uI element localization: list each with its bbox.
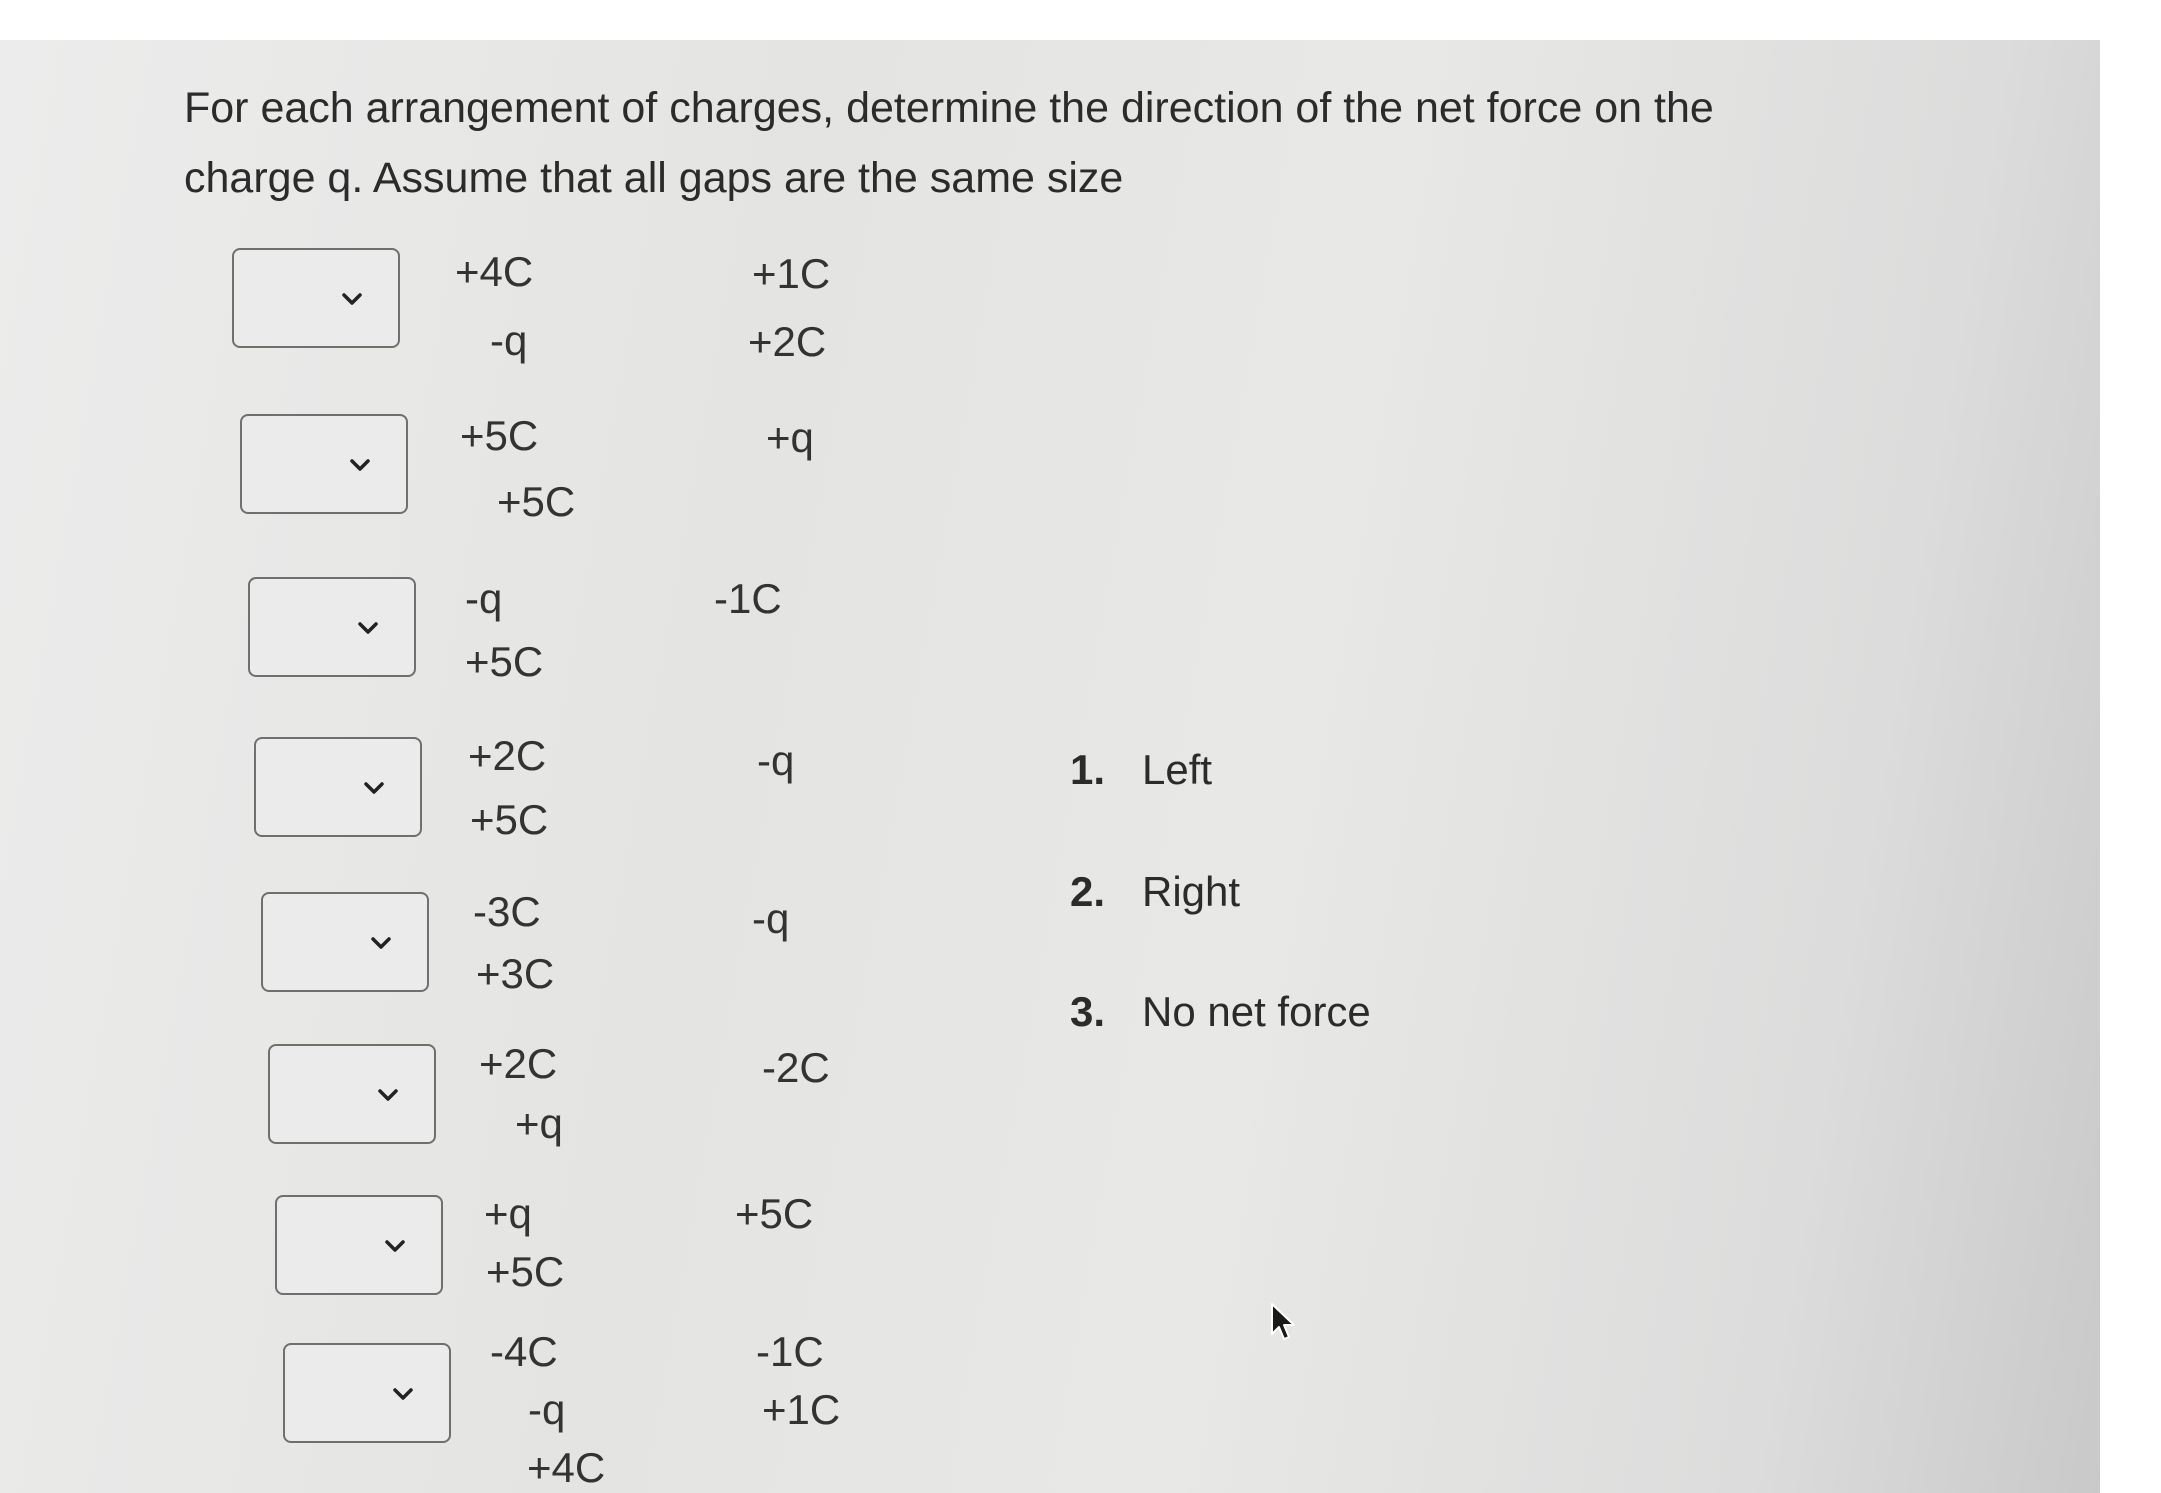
charge-label: -1C [714,575,782,622]
charge-label: -q [490,317,528,364]
mouse-pointer-icon [1270,1302,1298,1342]
chevron-down-icon [382,1233,408,1259]
chevron-down-icon [375,1082,401,1108]
option-right [1070,868,1240,916]
instruction-line-1: For each arrangement of charges, determine the direction of the net force on the [184,84,1714,132]
answer-dropdown-1[interactable] [232,248,400,348]
answer-dropdown-2[interactable] [240,414,408,514]
answer-dropdown-6[interactable] [268,1044,436,1144]
charge-label: -2C [762,1044,830,1091]
option-left [1070,746,1212,794]
charge-label: +4C [527,1444,606,1491]
charge-label: +2C [468,732,547,779]
answer-dropdown-5[interactable] [261,892,429,992]
option-number: 1. [1070,746,1106,793]
charge-label: -4C [490,1328,558,1375]
charge-label: -q [752,895,790,942]
chevron-down-icon [347,452,373,478]
charge-label: -3C [473,888,541,935]
charge-label: +5C [735,1190,814,1237]
chevron-down-icon [361,775,387,801]
answer-dropdown-4[interactable] [254,737,422,837]
option-number: 2. [1070,868,1106,915]
charge-label: +3C [476,950,555,997]
option-text: No net force [1142,988,1371,1035]
charge-label: +5C [486,1248,565,1295]
charge-label: +2C [748,318,827,365]
charge-label: -q [465,575,503,622]
instruction-line-2: charge q. Assume that all gaps are the same size [184,154,1124,202]
chevron-down-icon [390,1381,416,1407]
question-panel [0,40,2100,1493]
chevron-down-icon [368,930,394,956]
chevron-down-icon [355,615,381,641]
option-text: Right [1142,868,1241,915]
answer-dropdown-8[interactable] [283,1343,451,1443]
charge-label: +5C [497,478,576,525]
answer-dropdown-3[interactable] [248,577,416,677]
charge-label: +2C [479,1040,558,1087]
option-text: Left [1142,746,1213,793]
charge-label: +1C [762,1386,841,1433]
charge-label: +q [515,1100,563,1147]
charge-label: +q [766,414,814,461]
charge-label: -q [757,737,795,784]
charge-label: +q [484,1190,532,1237]
charge-label: -q [528,1386,566,1433]
charge-label: +5C [460,412,539,459]
answer-dropdown-7[interactable] [275,1195,443,1295]
option-no-net-force [1070,988,1371,1036]
charge-label: +5C [470,796,549,843]
charge-label: -1C [756,1328,824,1375]
chevron-down-icon [339,286,365,312]
charge-label: +4C [455,248,534,295]
charge-label: +5C [465,638,544,685]
charge-label: +1C [752,250,831,297]
option-number: 3. [1070,988,1106,1035]
